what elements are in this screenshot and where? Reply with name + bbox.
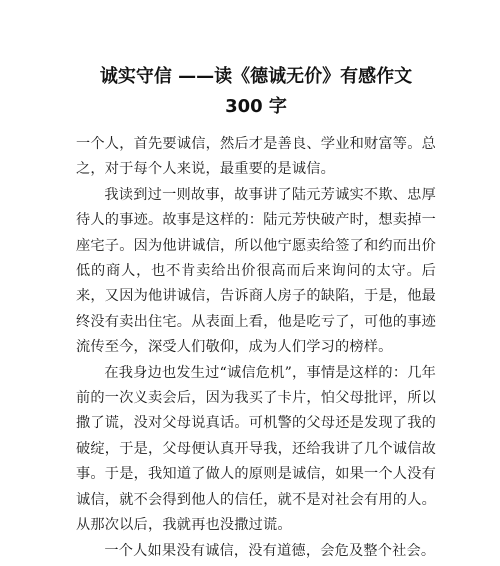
paragraph-1: 一个人，首先要诚信，然后才是善良、学业和财富等。总之，对于每个人来说，最重要的是诚信。 bbox=[76, 136, 436, 178]
paragraph-4: 一个人如果没有诚信，没有道德，会危及整个社会。 bbox=[104, 542, 436, 559]
title-line-2: 300 字 bbox=[225, 96, 287, 117]
title-line-1: 诚实守信 ——读《德诚无价》有感作文 bbox=[99, 66, 413, 87]
paragraph-3: 在我身边也发生过“诚信危机”，事情是这样的：几年前的一次义卖会后，因为我买了卡片，怕父母批评，所以撒了谎，没对父母说真话。可机警的父母还是发现了我的破绽，于是，父母便认真开导我，还给我讲了几个诚信故事。于是，我知道了做人的原则是诚信，如果一个人没有诚信，就不会得到他人的信任，就不是对社会有用的人。从那次以后，我就再也没撒过谎。 bbox=[76, 364, 436, 534]
paragraph-2: 我读到过一则故事，故事讲了陆元芳诚实不欺、忠厚待人的事迹。故事是这样的：陆元芳快破产时，想卖掉一座宅子。因为他讲诚信，所以他宁愿卖给签了和约而出价低的商人，也不肯卖给出价很高而后来询问的太守。后来，又因为他讲诚信，告诉商人房子的缺陷，于是，他最终没有卖出住宅。从表面上看，他是吃亏了，可他的事迹流传至今，深受人们敬仰，成为人们学习的榜样。 bbox=[76, 186, 436, 356]
document-title bbox=[76, 62, 436, 122]
